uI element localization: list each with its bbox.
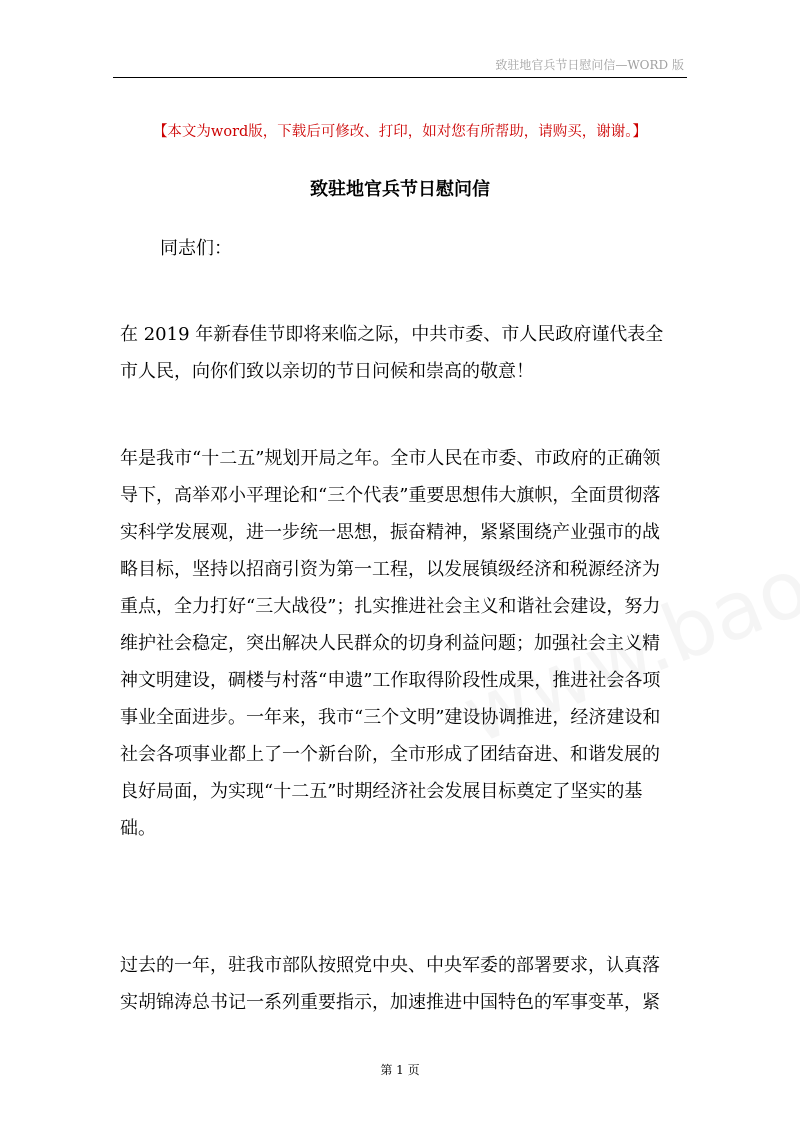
text-line: 础。 [120, 818, 156, 839]
text-line: 实科学发展观，进一步统一思想，振奋精神，紧紧围绕产业强市的战 [120, 522, 660, 543]
text-line: 良好局面，为实现“十二五”时期经济社会发展目标奠定了坚实的基 [120, 781, 643, 802]
text-line: 市人民，向你们致以亲切的节日问候和崇高的敬意！ [120, 361, 534, 382]
paragraph-2 [120, 440, 682, 847]
text-line: 实胡锦涛总书记一系列重要指示，加速推进中国特色的军事变革，紧 [120, 992, 660, 1013]
salutation: 同志们： [160, 238, 232, 259]
footer-prefix: 第 [380, 1063, 393, 1077]
text-line: 神文明建设，碉楼与村落“申遗”工作取得阶段性成果，推进社会各项 [120, 670, 661, 691]
text-line: 略目标，坚持以招商引资为第一工程，以发展镇级经济和税源经济为 [120, 559, 660, 580]
paragraph-1 [120, 316, 682, 390]
purchase-notice: 【本文为word版，下载后可修改、打印，如对您有所帮助，请购买，谢谢。】 [152, 124, 648, 140]
text-line: 维护社会稳定，突出解决人民群众的切身利益问题；加强社会主义精 [120, 633, 660, 654]
text-line: 过去的一年，驻我市部队按照党中央、中央军委的部署要求，认真落 [120, 955, 660, 976]
text-line: 重点，全力打好“三大战役”；扎实推进社会主义和谐社会建设，努力 [120, 596, 661, 617]
text-line: 年是我市“十二五”规划开局之年。全市人民在市委、市政府的正确领 [120, 448, 661, 469]
text-line: 导下，高举邓小平理论和“三个代表”重要思想伟大旗帜，全面贯彻落 [120, 485, 661, 506]
text-line: 社会各项事业都上了一个新台阶，全市形成了团结奋进、和谐发展的 [120, 744, 660, 765]
paragraph-3 [120, 947, 682, 1021]
page-footer [0, 1061, 800, 1078]
page-number: 1 [396, 1063, 404, 1077]
text-line: 在 2019 年新春佳节即将来临之际，中共市委、市人民政府谨代表全 [120, 324, 664, 345]
footer-suffix: 页 [407, 1063, 420, 1077]
document-title: 致驻地官兵节日慰问信 [310, 179, 490, 200]
text-line: 事业全面进步。一年来，我市“三个文明”建设协调推进，经济建设和 [120, 707, 661, 728]
page-header: 致驻地官兵节日慰问信—WORD 版 [495, 58, 684, 72]
header-rule [113, 77, 687, 78]
